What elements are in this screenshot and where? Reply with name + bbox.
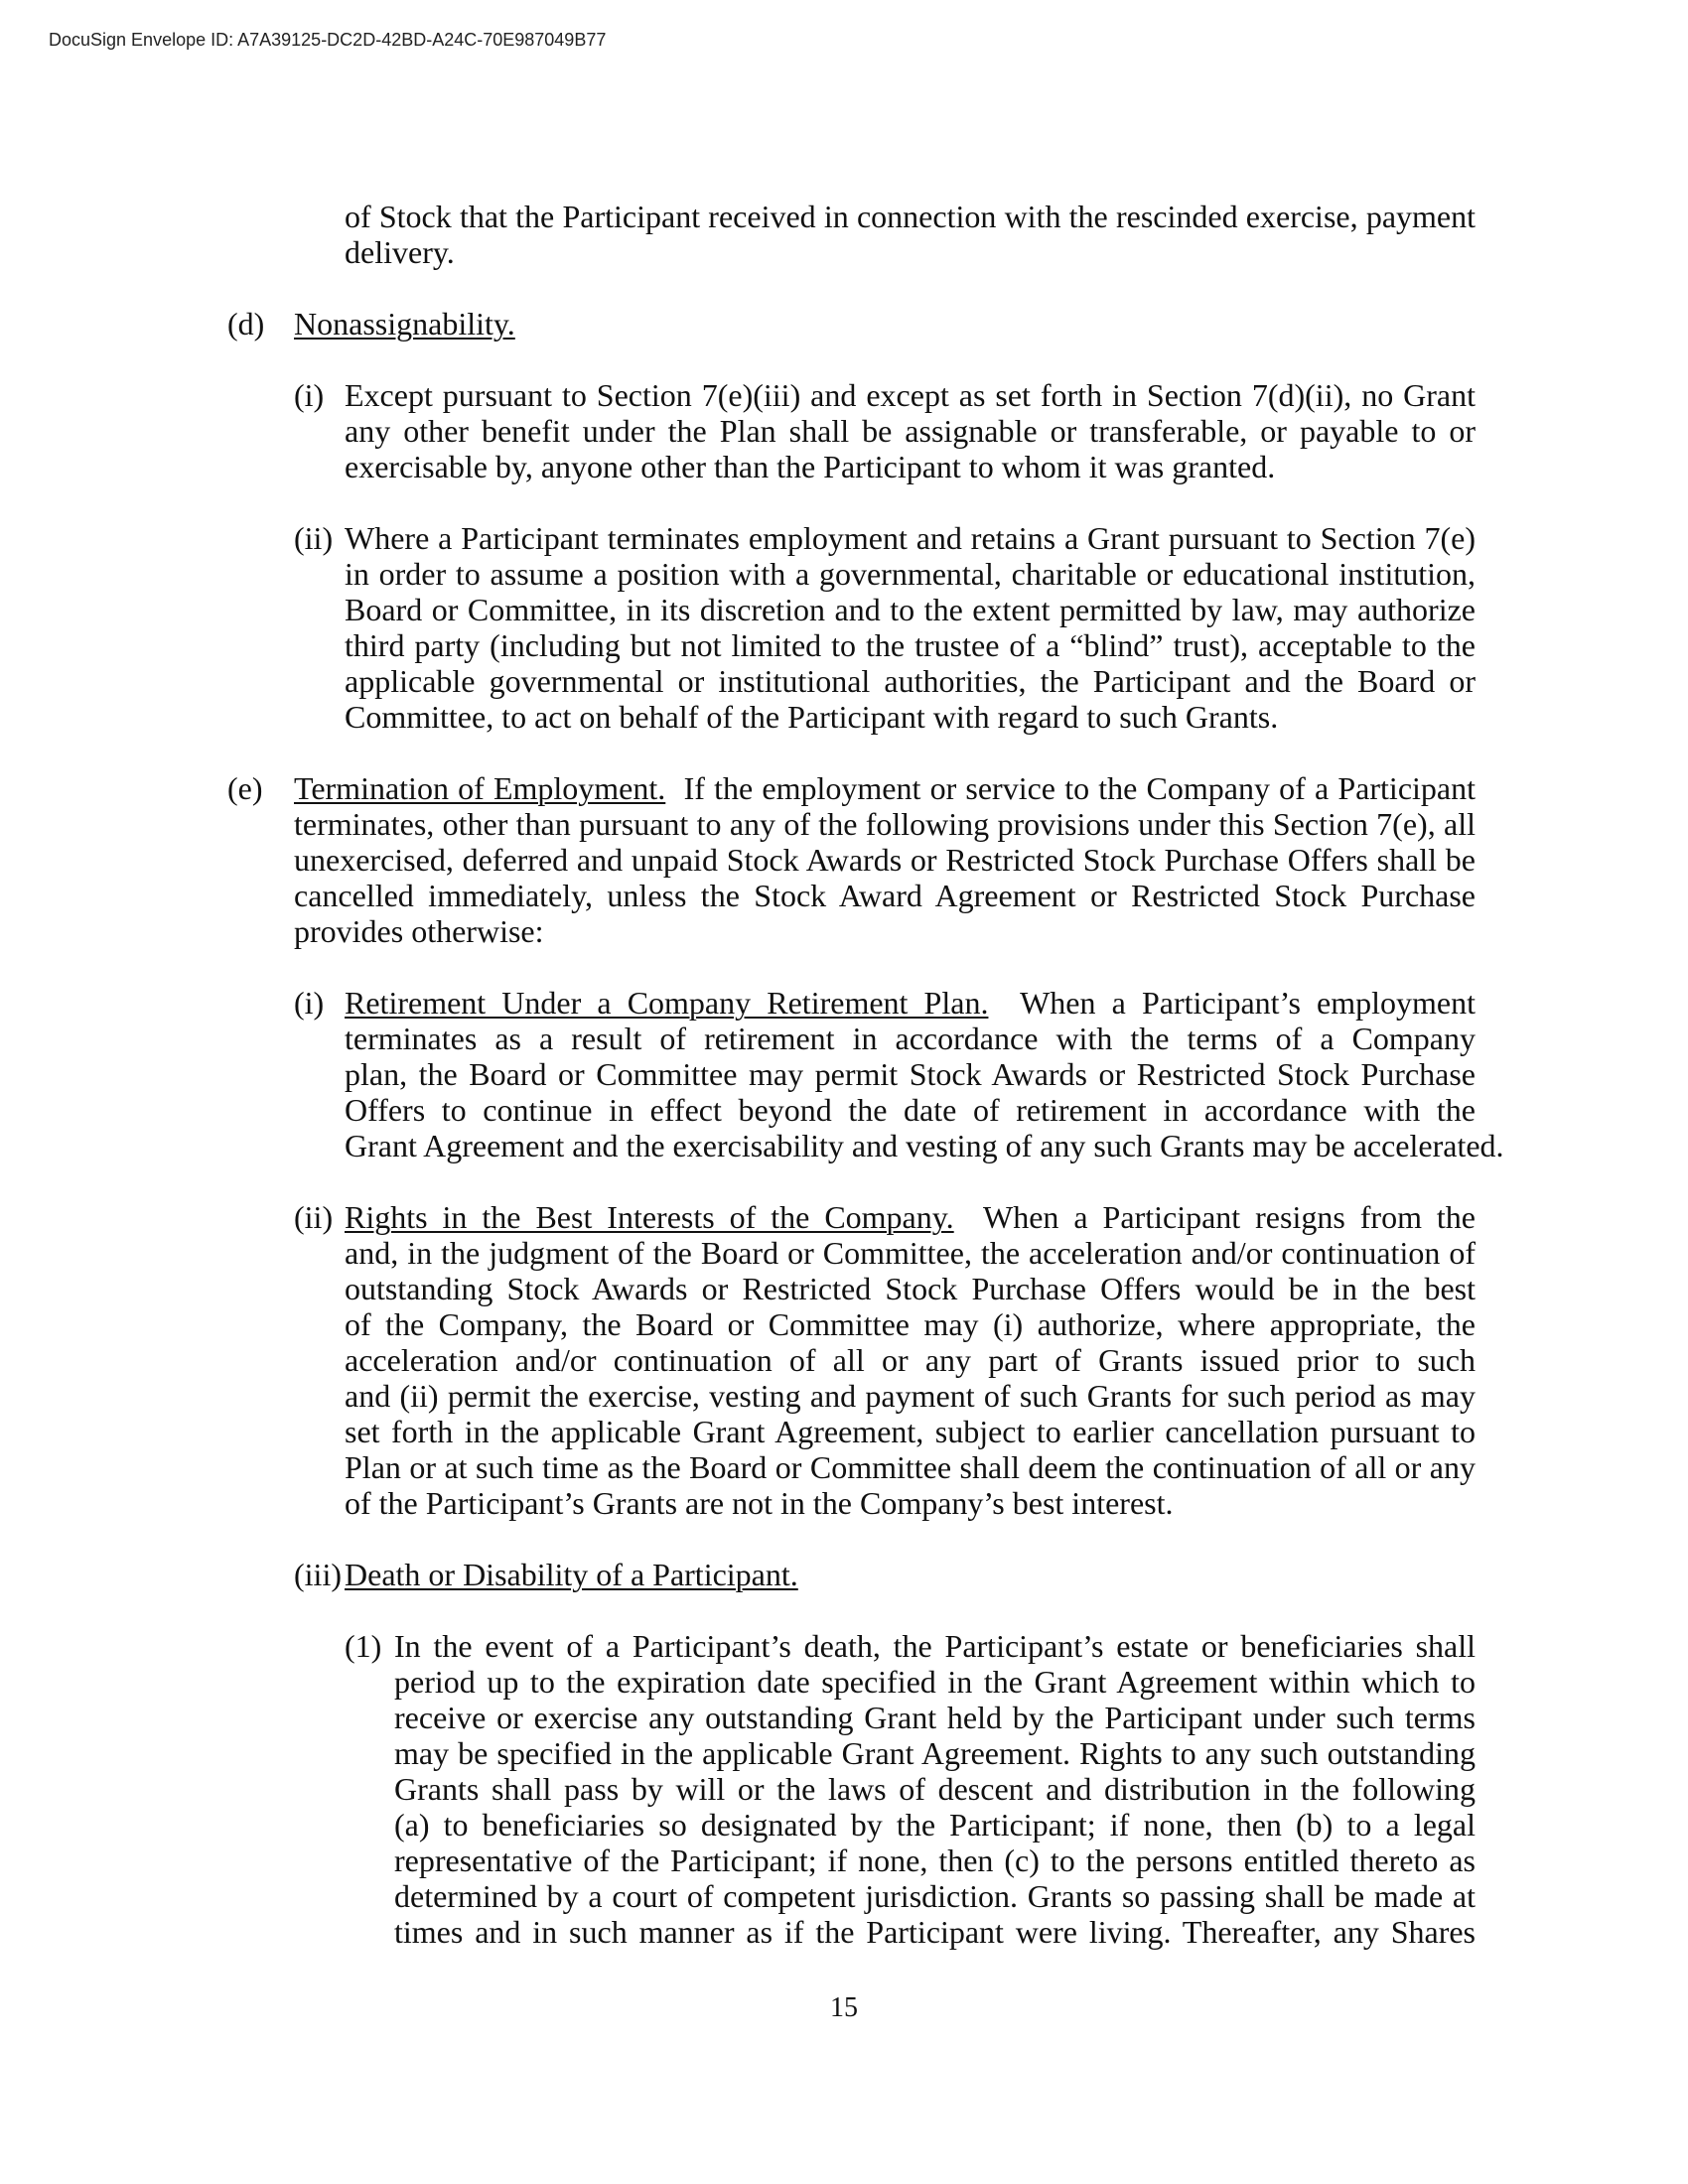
line-text: of the Participant’s Grants are not in the Company’s best interest. xyxy=(345,1485,1174,1521)
text-line xyxy=(394,1628,1476,1664)
text-line xyxy=(345,1235,1476,1271)
text-line xyxy=(345,592,1476,627)
line-text: Plan or at such time as the Board or Committee shall deem the continuation of all or any xyxy=(345,1449,1476,1485)
line-text: and, in the judgment of the Board or Committee, the acceleration and/or continuation of xyxy=(345,1235,1476,1271)
text-line xyxy=(345,1128,1504,1163)
text-line xyxy=(345,449,1476,484)
text-line xyxy=(345,1557,1476,1592)
line-text: In the event of a Participant’s death, the Participant’s estate or beneficiaries shall xyxy=(394,1628,1476,1664)
line-text: of the Company, the Board or Committee may (i) authorize, where appropriate, the xyxy=(345,1306,1476,1342)
text-line xyxy=(394,1664,1476,1700)
text-line xyxy=(345,985,1476,1021)
text-line xyxy=(394,1843,1476,1878)
section-heading: Death or Disability of a Participant. xyxy=(345,1557,798,1592)
line-text: (a) to beneficiaries so designated by the Participant; if none, then (b) to a legal xyxy=(394,1807,1476,1843)
text-line xyxy=(345,1056,1476,1092)
line-text: provides otherwise: xyxy=(294,913,544,949)
text-line xyxy=(345,1199,1476,1235)
paragraph-label: (i) xyxy=(294,377,325,413)
paragraph xyxy=(0,520,1476,735)
text-line xyxy=(345,1092,1476,1128)
section-heading: Termination of Employment. xyxy=(294,770,666,806)
text-line xyxy=(294,878,1476,913)
line-text: When a Participant resigns from the xyxy=(983,1199,1476,1235)
text-line xyxy=(294,770,1476,806)
paragraph-label: (e) xyxy=(227,770,263,806)
paragraph xyxy=(0,377,1476,484)
text-line xyxy=(345,1449,1476,1485)
paragraph-label: (i) xyxy=(294,985,325,1021)
text-line xyxy=(394,1771,1476,1807)
text-line xyxy=(345,377,1476,413)
line-text: delivery. xyxy=(345,234,455,270)
paragraph xyxy=(0,1199,1476,1521)
document-body xyxy=(0,199,1504,1985)
text-line xyxy=(294,842,1476,878)
text-line xyxy=(345,1485,1476,1521)
paragraph-label: (ii) xyxy=(294,520,334,556)
line-text: unexercised, deferred and unpaid Stock Awards or Restricted Stock Purchase Offers shall be xyxy=(294,842,1476,878)
paragraph xyxy=(0,985,1504,1163)
text-line xyxy=(394,1878,1476,1914)
text-line xyxy=(345,556,1476,592)
paragraph-label: (1) xyxy=(345,1628,382,1664)
line-text: exercisable by, anyone other than the Participant to whom it was granted. xyxy=(345,449,1276,484)
text-line xyxy=(394,1700,1476,1735)
text-line xyxy=(345,699,1476,735)
line-text: Where a Participant terminates employment and retains a Grant pursuant to Section 7(e) xyxy=(345,520,1476,556)
line-text: determined by a court of competent jurisdiction. Grants so passing shall be made at xyxy=(394,1878,1476,1914)
text-line xyxy=(294,806,1476,842)
text-line xyxy=(345,1021,1476,1056)
text-line xyxy=(394,1735,1476,1771)
line-text: applicable governmental or institutional authorities, the Participant and the Board or xyxy=(345,663,1476,699)
text-line xyxy=(345,663,1476,699)
text-line xyxy=(394,1807,1476,1843)
line-text: plan, the Board or Committee may permit Stock Awards or Restricted Stock Purchase xyxy=(345,1056,1476,1092)
paragraph xyxy=(0,770,1476,949)
section-heading: Retirement Under a Company Retirement Plan. xyxy=(345,985,989,1021)
page-number: 15 xyxy=(830,1992,858,2023)
paragraph-label: (iii) xyxy=(294,1557,342,1592)
section-heading: Nonassignability. xyxy=(294,306,515,341)
paragraph xyxy=(0,1628,1476,1950)
paragraph xyxy=(0,199,1476,270)
line-text: Grants shall pass by will or the laws of descent and distribution in the following xyxy=(394,1771,1476,1807)
text-line xyxy=(345,234,1476,270)
line-text: outstanding Stock Awards or Restricted Stock Purchase Offers would be in the best xyxy=(345,1271,1476,1306)
text-line xyxy=(345,1342,1476,1378)
line-text: Offers to continue in effect beyond the date of retirement in accordance with the xyxy=(345,1092,1476,1128)
text-line xyxy=(345,1414,1476,1449)
line-text: cancelled immediately, unless the Stock Award Agreement or Restricted Stock Purchase xyxy=(294,878,1476,913)
paragraph xyxy=(0,306,1476,341)
line-text: third party (including but not limited to the trustee of a “blind” trust), acceptable to the xyxy=(345,627,1476,663)
text-line xyxy=(345,520,1476,556)
line-text: period up to the expiration date specified in the Grant Agreement within which to xyxy=(394,1664,1476,1700)
line-text: of Stock that the Participant received in connection with the rescinded exercise, payment xyxy=(345,199,1476,234)
line-text: times and in such manner as if the Participant were living. Thereafter, any Shares xyxy=(394,1914,1476,1950)
line-text: terminates as a result of retirement in accordance with the terms of a Company xyxy=(345,1021,1476,1056)
text-line xyxy=(345,1271,1476,1306)
line-text: If the employment or service to the Company of a Participant xyxy=(665,770,1476,806)
line-text: acceleration and/or continuation of all or any part of Grants issued prior to such xyxy=(345,1342,1476,1378)
docusign-envelope-id: DocuSign Envelope ID: A7A39125-DC2D-42BD-A24C-70E987049B77 xyxy=(49,30,607,50)
line-text: Except pursuant to Section 7(e)(iii) and except as set forth in Section 7(d)(ii), no Grant xyxy=(345,377,1476,413)
line-text: receive or exercise any outstanding Grant held by the Participant under such terms xyxy=(394,1700,1476,1735)
text-line xyxy=(294,913,1476,949)
text-line xyxy=(345,627,1476,663)
section-heading: Rights in the Best Interests of the Company. xyxy=(345,1199,954,1235)
text-line xyxy=(394,1914,1476,1950)
line-text: representative of the Participant; if none, then (c) to the persons entitled thereto as xyxy=(394,1843,1476,1878)
paragraph-label: (ii) xyxy=(294,1199,334,1235)
line-text: Grant Agreement and the exercisability and vesting of any such Grants may be accelerated. xyxy=(345,1128,1504,1163)
text-line xyxy=(345,1378,1476,1414)
text-line xyxy=(345,1306,1476,1342)
paragraph xyxy=(0,1557,1476,1592)
line-text: Board or Committee, in its discretion and to the extent permitted by law, may authorize xyxy=(345,592,1476,627)
line-text: set forth in the applicable Grant Agreement, subject to earlier cancellation pursuant to xyxy=(345,1414,1476,1449)
text-line xyxy=(345,199,1476,234)
line-text: any other benefit under the Plan shall be assignable or transferable, or payable to or xyxy=(345,413,1476,449)
line-text: When a Participant’s employment xyxy=(988,985,1476,1021)
text-line xyxy=(345,413,1476,449)
text-line xyxy=(294,306,1476,341)
line-text: and (ii) permit the exercise, vesting and payment of such Grants for such period as may xyxy=(345,1378,1476,1414)
paragraph-label: (d) xyxy=(227,306,265,341)
line-text: Committee, to act on behalf of the Participant with regard to such Grants. xyxy=(345,699,1279,735)
line-text: may be specified in the applicable Grant Agreement. Rights to any such outstanding xyxy=(394,1735,1476,1771)
line-text: terminates, other than pursuant to any of the following provisions under this Section 7(e), all xyxy=(294,806,1476,842)
line-text: in order to assume a position with a governmental, charitable or educational institution, xyxy=(345,556,1476,592)
